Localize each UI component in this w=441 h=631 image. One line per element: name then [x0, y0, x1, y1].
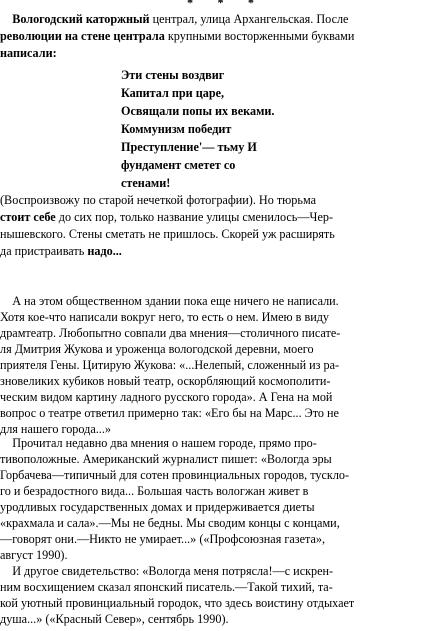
- paragraph-line: ним восхищением сказал японский писатель.—Такой тихий, та-: [0, 580, 333, 594]
- paragraph-line: —говорят они.—Никто не умирает...» («Профсоюзная газета»,: [0, 532, 326, 546]
- text: крупными восторженными буквами: [164, 29, 355, 43]
- paragraph-line: ческим видом картину ладного русского города». А Гена на мой: [0, 390, 333, 404]
- paragraph-line: «крахмала и сала».—Мы не бедны. Мы сводим концы с концами,: [0, 516, 340, 530]
- poem-line: Эти стены воздвиг: [121, 68, 225, 82]
- poem-line: фундамент сметет со: [121, 158, 236, 172]
- paragraph-line: ля Дмитрия Жукова и уроженца вологодской деревни, моего: [0, 342, 314, 356]
- paragraph-line: А на этом общественном здании пока еще ничего не написали.: [0, 294, 339, 308]
- paragraph-line: тивоположные. Американский журналист пишет: «Вологда эры: [0, 452, 332, 466]
- paragraph-line: Горбачева—типичный для сотен провинциальных городов, тускло-: [0, 468, 350, 482]
- paragraph-line: душа...» («Красный Север», сентябрь 1990).: [0, 612, 229, 626]
- paragraph-line: кой уютный провинциальный городок, что здесь воистину отдыхает: [0, 596, 355, 610]
- paragraph-line: [0, 210, 441, 225]
- text: до сих пор, только название улицы сменилось—Чер-: [55, 210, 334, 224]
- paragraph-line: драмтеатр. Любопытно совпали два мнения—столичного писате-: [0, 326, 341, 340]
- paragraph-line: Прочитал недавно два мнения о нашем городе, прямо про-: [0, 436, 317, 450]
- section1-line: [0, 29, 441, 44]
- paragraph-line: август 1990).: [0, 548, 68, 562]
- text: централ, улица Архангельская. После: [149, 12, 349, 26]
- text: да пристраивать: [0, 244, 88, 258]
- poem-line: Преступление'— тьму И: [121, 140, 257, 154]
- paragraph-line: зновеликих кубиков новый театр, оскорбляющий космополити-: [0, 374, 331, 388]
- paragraph-line: [0, 244, 441, 259]
- indent: [0, 12, 12, 26]
- bold-text: стоит себе: [0, 210, 56, 224]
- paragraph-line: для нашего города...»: [0, 422, 111, 436]
- paragraph-line: вопрос о театре ответил примерно так: «Его бы на Марс... Это не: [0, 406, 339, 420]
- bold-text: надо...: [87, 244, 122, 258]
- paragraph-line: приятеля Гены. Цитирую Жукова: «...Нелепый, сложенный из ра-: [0, 358, 340, 372]
- bold-text: революции на стене централа: [0, 29, 165, 43]
- paragraph-line: нышевского. Стены сметать не пришлось. Скорей уж расширять: [0, 227, 335, 241]
- paragraph-line: И другое свидетельство: «Вологда меня потрясла!—с искрен-: [0, 564, 334, 578]
- section-separator: * * *: [186, 0, 255, 10]
- bold-text: Вологодский каторжный: [12, 12, 150, 26]
- paragraph-line: уродливых государственных домах и придерживается диеты: [0, 500, 315, 514]
- paragraph-line: го и безрадостного вида... Большая часть вологжан живет в: [0, 484, 309, 498]
- poem-line: Коммунизм победит: [121, 122, 232, 136]
- poem-line: Капитал при царе,: [121, 86, 225, 100]
- section1-line: [0, 12, 441, 27]
- poem-line: стенами!: [121, 176, 171, 190]
- poem-line: Освящали попы их веками.: [121, 104, 275, 118]
- paragraph-line: (Воспроизвожу по старой нечеткой фотографии). Но тюрьма: [0, 193, 316, 207]
- section1-line: написали:: [0, 46, 57, 60]
- paragraph-line: Хотя кое-что написали вокруг него, то есть о нем. Имею в виду: [0, 310, 330, 324]
